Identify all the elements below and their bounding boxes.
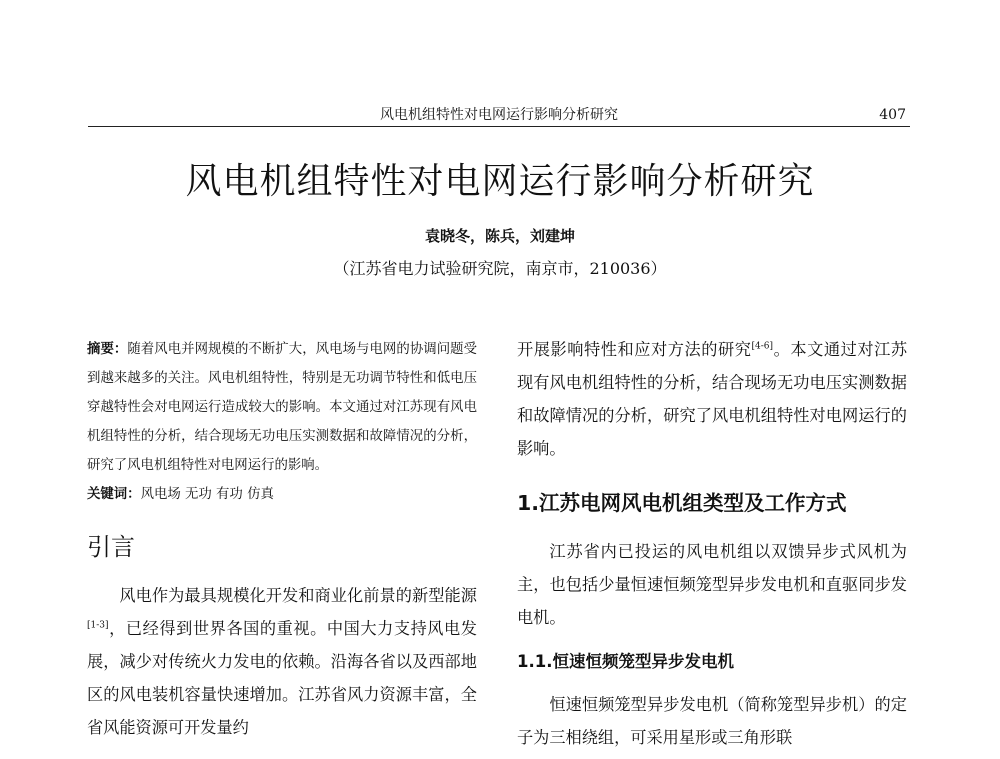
continued-text-a: 开展影响特性和应对方法的研究 xyxy=(517,340,752,359)
affiliation: （江苏省电力试验研究院，南京市，210036） xyxy=(333,259,667,278)
section-1-heading: 1.江苏电网风电机组类型及工作方式 xyxy=(517,491,847,515)
running-title: 风电机组特性对电网运行影响分析研究 xyxy=(380,107,618,123)
continued-text-b: 。本文通过对江苏现有风电机组特性的分析，结合现场无功电压实测数据和故障情况的分析，研究了风电机组特性对电网运行的影响。 xyxy=(517,340,908,458)
keywords xyxy=(87,480,477,509)
citation-4-6: [4-6] xyxy=(751,341,774,352)
abstract-text: 随着风电并网规模的不断扩大，风电场与电网的协调问题受到越来越多的关注。风电机组特性，特别是无功调节特性和低电压穿越特性会对电网运行造成较大的影响。本文通过对江苏现有风电机组特性的分析，结合现场无功电压实测数据和故障情况的分析，研究了风电机组特性对电网运行的影响。 xyxy=(87,342,478,473)
intro-text-b: ，已经得到世界各国的重视。中国大力支持风电发展，减少对传统火力发电的依赖。沿海各省以及西部地区的风电装机容量快速增加。江苏省风力资源丰富，全省风能资源可开发量约 xyxy=(87,619,477,737)
running-header xyxy=(88,106,910,127)
page-number: 407 xyxy=(879,107,906,123)
intro-paragraph xyxy=(87,579,477,744)
intro-text-a: 风电作为最具规模化开发和商业化前景的新型能源 xyxy=(119,586,477,605)
citation-1-3: [1-3] xyxy=(87,620,109,631)
continued-paragraph xyxy=(517,333,907,465)
section-1-1-heading: 1.1.恒速恒频笼型异步发电机 xyxy=(517,652,734,671)
authors: 袁晓冬，陈兵，刘建坤 xyxy=(424,227,575,245)
section-1-paragraph: 江苏省内已投运的风电机组以双馈异步式风机为主，也包括少量恒速恒频笼型异步发电机和直驱同步发电机。 xyxy=(517,542,907,627)
paper-title: 风电机组特性对电网运行影响分析研究 xyxy=(185,161,815,202)
abstract xyxy=(87,335,477,480)
left-column xyxy=(87,335,477,744)
abstract-label: 摘要： xyxy=(87,341,128,357)
intro-heading: 引言 xyxy=(87,533,135,561)
keywords-text: 风电场 无功 有功 仿真 xyxy=(140,487,274,502)
section-1-1-paragraph: 恒速恒频笼型异步发电机（简称笼型异步机）的定子为三相绕组，可采用星形或三角形联 xyxy=(517,695,907,747)
right-column xyxy=(517,333,907,754)
keywords-label: 关键词： xyxy=(87,486,141,502)
